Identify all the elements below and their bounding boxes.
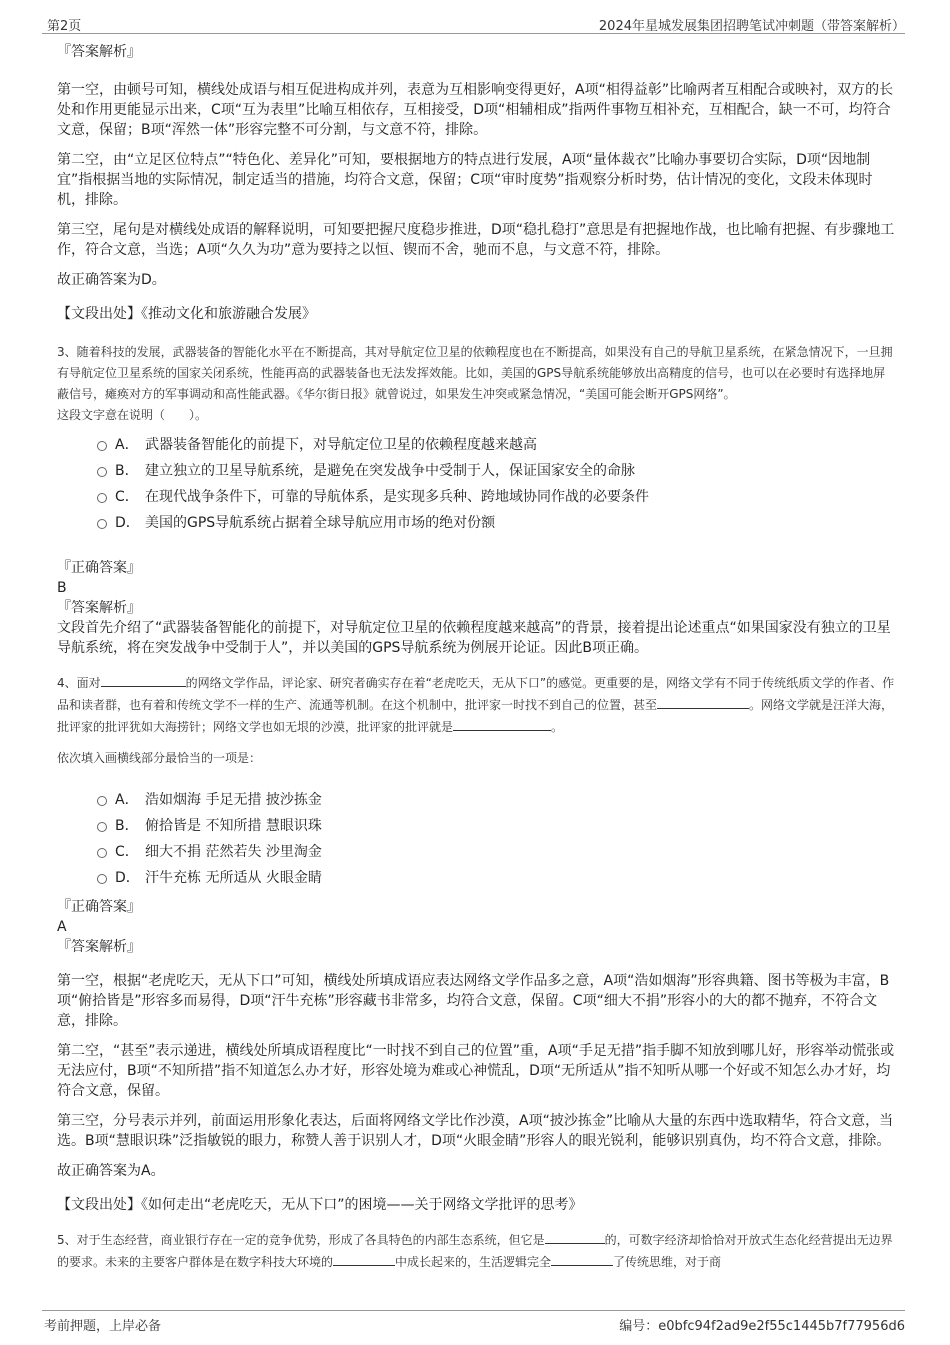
fill-blank-2 (333, 1251, 395, 1266)
q3-option-d[interactable] (57, 510, 895, 536)
q4-option-c[interactable] (57, 839, 895, 865)
option-text: 在现代战争条件下，可靠的导航体系，是实现多兵种、跨地域协同作战的必要条件 (145, 489, 649, 505)
radio-icon[interactable] (97, 796, 107, 806)
q3-stem: 3、随着科技的发展，武器装备的智能化水平在不断提高，其对导航定位卫星的依赖程度也在不断提高，如果没有自己的导航卫星系统，在紧急情况下，一旦拥有导航定位卫星系统的国家关闭系统，性能再高的武器装备也无法发挥效能。比如，美国的GPS导航系统能够放出高精度的信号，也可以在必要时有选择地屏蔽信号，瘫痪对方的军事调动和高性能武器。《华尔街日报》就曾说过，如果发生冲突或紧急情况，“美国可能会断开GPS网络”。 (57, 345, 893, 401)
q2-analysis-paragraph: 第三空，尾句是对横线处成语的解释说明，可知要把握尺度稳步推进，D项“稳扎稳打”意思是有把握地作战，也比喻有把握、有步骤地工作，符合文意，当选；A项“久久为功”意为要持之以恒、锲而不舍，驰而不息，与文意不符，排除。 (57, 222, 895, 258)
q3-correct-label: 『正确答案』 (57, 560, 141, 576)
q2-analysis-label: 『答案解析』 (57, 44, 141, 60)
document-body (57, 42, 895, 1273)
q2-source: 【文段出处】《推动文化和旅游融合发展》 (57, 306, 316, 322)
option-letter: C． (115, 844, 139, 860)
q4-stem: 4、面对 的网络文学作品，评论家、研究者确实存在着“老虎吃天，无从下口”的感觉。更重要的是，网络文学有不同于传统纸质文学的作者、作品和读者群，也有着和传统文学不一样的生产、流通等机制。在这个机制中，批评家一时找不到自己的位置，甚至 。网络文学就是汪洋大海，批评家的批评犹如大海捞针；网络文学也如无垠的沙漠，批评家的批评就是 。 (57, 672, 895, 738)
option-text: 浩如烟海 手足无措 披沙拣金 (145, 792, 322, 808)
q4-prompt: 依次填入画横线部分最恰当的一项是： (57, 751, 262, 765)
option-letter: D． (115, 515, 140, 531)
fill-blank-1 (545, 1229, 605, 1244)
option-letter: D． (115, 870, 140, 886)
q4-option-d[interactable] (57, 865, 895, 891)
radio-icon[interactable] (97, 874, 107, 884)
q4-source: 【文段出处】《如何走出“老虎吃天，无从下口”的困境——关于网络文学批评的思考》 (57, 1197, 583, 1213)
q3-analysis: 文段首先介绍了“武器装备智能化的前提下，对导航定位卫星的依赖程度越来越高”的背景，接着提出论述重点“如果国家没有独立的卫星导航系统，将在突发战争中受制于人”，并以美国的GPS导航系统为例展开论证。因此B项正确。 (57, 620, 891, 656)
q3-prompt: 这段文字意在说明（ ）。 (57, 408, 208, 422)
page-footer (42, 1310, 905, 1333)
q4-analysis-paragraph: 第一空，根据“老虎吃天，无从下口”可知，横线处所填成语应表达网络文学作品多之意，A项“浩如烟海”形容典籍、图书等极为丰富，B项“俯拾皆是”形容多而易得，D项“汗牛充栋”形容藏书非常多，均符合文意，保留。C项“细大不捐”形容小的大的都不抛弃，不符合文意，排除。 (57, 973, 890, 1029)
radio-icon[interactable] (97, 822, 107, 832)
fill-blank-3 (551, 1251, 613, 1266)
document-serial: 编号：e0bfc94f2ad9e2f55c1445b7f77956d6 (619, 1319, 905, 1334)
page-number: 第2页 (47, 19, 82, 34)
option-letter: B． (115, 818, 139, 834)
option-text: 俯拾皆是 不知所措 慧眼识珠 (145, 818, 322, 834)
q2-analysis-paragraph: 第二空，由“立足区位特点”“特色化、差异化”可知，要根据地方的特点进行发展，A项“量体裁衣”比喻办事要切合实际，D项“因地制宜”指根据当地的实际情况，制定适当的措施，均符合文意，保留；C项“审时度势”指观察分析时势，估计情况的变化，文段未体现时机，排除。 (57, 152, 873, 208)
radio-icon[interactable] (97, 519, 107, 529)
q2-analysis-paragraph: 第一空，由顿号可知，横线处成语与相互促进构成并列，表意为互相影响变得更好，A项“相得益彰”比喻两者互相配合或映衬，双方的长处和作用更能显示出来，C项“互为表里”比喻互相依存，互相接受，D项“相辅相成”指两件事物互相补充，互相配合，缺一不可，均符合文意，保留；B项“浑然一体”形容完整不可分割，与文意不符，排除。 (57, 82, 894, 138)
radio-icon[interactable] (97, 441, 107, 451)
q3-option-c[interactable] (57, 484, 895, 510)
option-text: 细大不捐 茫然若失 沙里淘金 (145, 844, 322, 860)
option-text: 武器装备智能化的前提下，对导航定位卫星的依赖程度越来越高 (145, 437, 537, 453)
q4-correct-label: 『正确答案』 (57, 899, 141, 915)
radio-icon[interactable] (97, 467, 107, 477)
option-letter: A． (115, 792, 139, 808)
footer-slogan: 考前押题，上岸必备 (44, 1319, 162, 1334)
q4-analysis-paragraph: 第二空，“甚至”表示递进，横线处所填成语程度比“一时找不到自己的位置”重，A项“手足无措”指手脚不知放到哪儿好，形容举动慌张或无法应付，B项“不知所措”指不知道怎么办才好，形容处境为难或心神慌乱，D项“无所适从”指不知听从哪一个好或不知怎么办才好，均符合文意，保留。 (57, 1043, 895, 1099)
radio-icon[interactable] (97, 848, 107, 858)
radio-icon[interactable] (97, 493, 107, 503)
q4-analysis-label: 『答案解析』 (57, 939, 141, 955)
fill-blank-1 (101, 672, 186, 687)
q4-option-a[interactable] (57, 787, 895, 813)
q4-analysis-paragraph: 第三空，分号表示并列，前面运用形象化表达，后面将网络文学比作沙漠，A项“披沙拣金”比喻从大量的东西中选取精华，符合文意，当选。B项“慧眼识珠”泛指敏锐的眼力，称赞人善于识别人才，D项“火眼金睛”形容人的眼光锐利，能够识别真伪，均不符合文意，排除。 (57, 1113, 894, 1149)
page-header (42, 13, 905, 34)
q3-option-a[interactable] (57, 432, 895, 458)
q3-answer: B (57, 580, 67, 596)
q4-answer: A (57, 919, 67, 935)
q2-answer-statement: 故正确答案为D。 (57, 272, 166, 288)
option-text: 美国的GPS导航系统占据着全球导航应用市场的绝对份额 (145, 515, 496, 531)
q3-option-b[interactable] (57, 458, 895, 484)
option-letter: B． (115, 463, 139, 479)
q4-answer-statement: 故正确答案为A。 (57, 1163, 165, 1179)
option-text: 建立独立的卫星导航系统，是避免在突发战争中受制于人，保证国家安全的命脉 (145, 463, 635, 479)
option-letter: C． (115, 489, 139, 505)
document-title: 2024年星城发展集团招聘笔试冲刺题（带答案解析） (598, 19, 905, 34)
fill-blank-2 (657, 694, 749, 709)
q4-option-b[interactable] (57, 813, 895, 839)
fill-blank-3 (453, 716, 551, 731)
q5-stem: 5、对于生态经营，商业银行存在一定的竞争优势，形成了各具特色的内部生态系统，但它是 的，可数字经济却恰恰对开放式生态化经营提出无边界的要求。未来的主要客户群体是在数字科技大环境的 中成长起来的，生活逻辑完全 了传统思维，对于商 (57, 1229, 895, 1273)
option-text: 汗牛充栋 无所适从 火眼金睛 (145, 870, 322, 886)
q3-analysis-label: 『答案解析』 (57, 600, 141, 616)
option-letter: A． (115, 437, 139, 453)
